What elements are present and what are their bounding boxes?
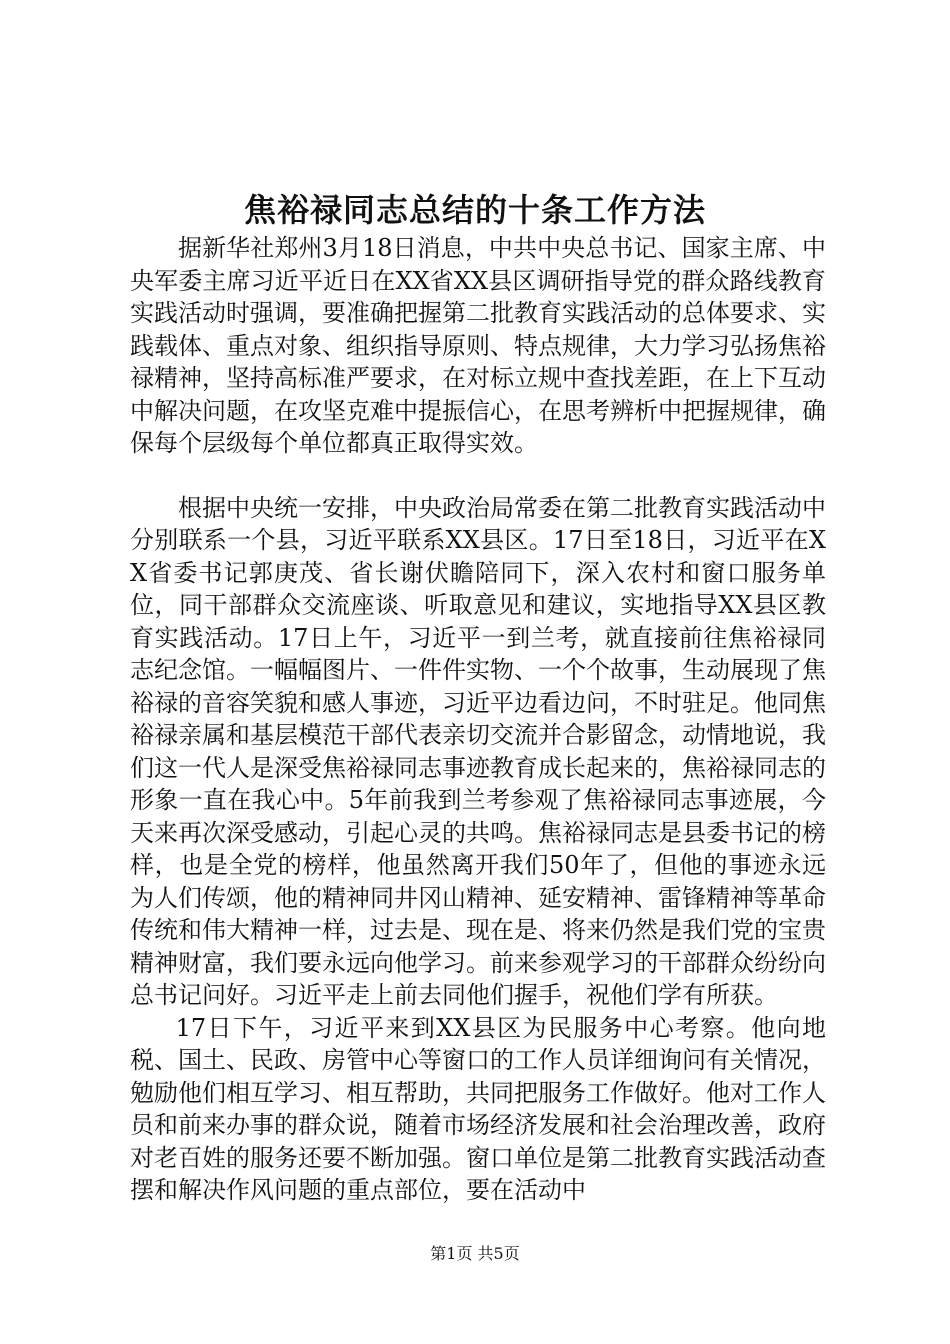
page-footer	[0, 1242, 950, 1266]
paragraph-1: 据新华社郑州3月18日消息，中共中央总书记、国家主席、中央军委主席习近平近日在XX省XX县区调研指导党的群众路线教育实践活动时强调，要准确把握第二批教育实践活动的总体要求、实践载体、重点对象、组织指导原则、特点规律，大力学习弘扬焦裕禄精神，坚持高标准严要求，在对标立规中查找差距，在上下互动中解决问题，在攻坚克难中提振信心，在思考辨析中把握规律，确保每个层级每个单位都真正取得实效。	[130, 234, 826, 457]
document-body	[130, 232, 826, 1207]
page-number-indicator: 第1页 共5页	[430, 1244, 520, 1263]
document-title: 焦裕禄同志总结的十条工作方法	[243, 191, 706, 229]
paragraph-2: 根据中央统一安排，中央政治局常委在第二批教育实践活动中分别联系一个县，习近平联系XX县区。17日至18日，习近平在XX省委书记郭庚茂、省长谢伏瞻陪同下，深入农村和窗口服务单位，同干部群众交流座谈、听取意见和建议，实地指导XX县区教育实践活动。17日上午，习近平一到兰考，就直接前往焦裕禄同志纪念馆。一幅幅图片、一件件实物、一个个故事，生动展现了焦裕禄的音容笑貌和感人事迹，习近平边看边问，不时驻足。他同焦裕禄亲属和基层模范干部代表亲切交流并合影留念，动情地说，我们这一代人是深受焦裕禄同志事迹教育成长起来的，焦裕禄同志的形象一直在我心中。5年前我到兰考参观了焦裕禄同志事迹展，今天来再次深受感动，引起心灵的共鸣。焦裕禄同志是县委书记的榜样，也是全党的榜样，他虽然离开我们50年了，但他的事迹永远为人们传颂，他的精神同井冈山精神、延安精神、雷锋精神等革命传统和伟大精神一样，过去是、现在是、将来仍然是我们党的宝贵精神财富，我们要永远向他学习。前来参观学习的干部群众纷纷向总书记问好。习近平走上前去同他们握手，祝他们学有所获。	[130, 493, 826, 1009]
paragraph-3: 17日下午，习近平来到XX县区为民服务中心考察。他向地税、国土、民政、房管中心等窗口的工作人员详细询问有关情况，勉励他们相互学习、相互帮助，共同把服务工作做好。他对工作人员和前来办事的群众说，随着市场经济发展和社会治理改善，政府对老百姓的服务还要不断加强。窗口单位是第二批教育实践活动查摆和解决作风问题的重点部位，要在活动中	[130, 1013, 826, 1204]
